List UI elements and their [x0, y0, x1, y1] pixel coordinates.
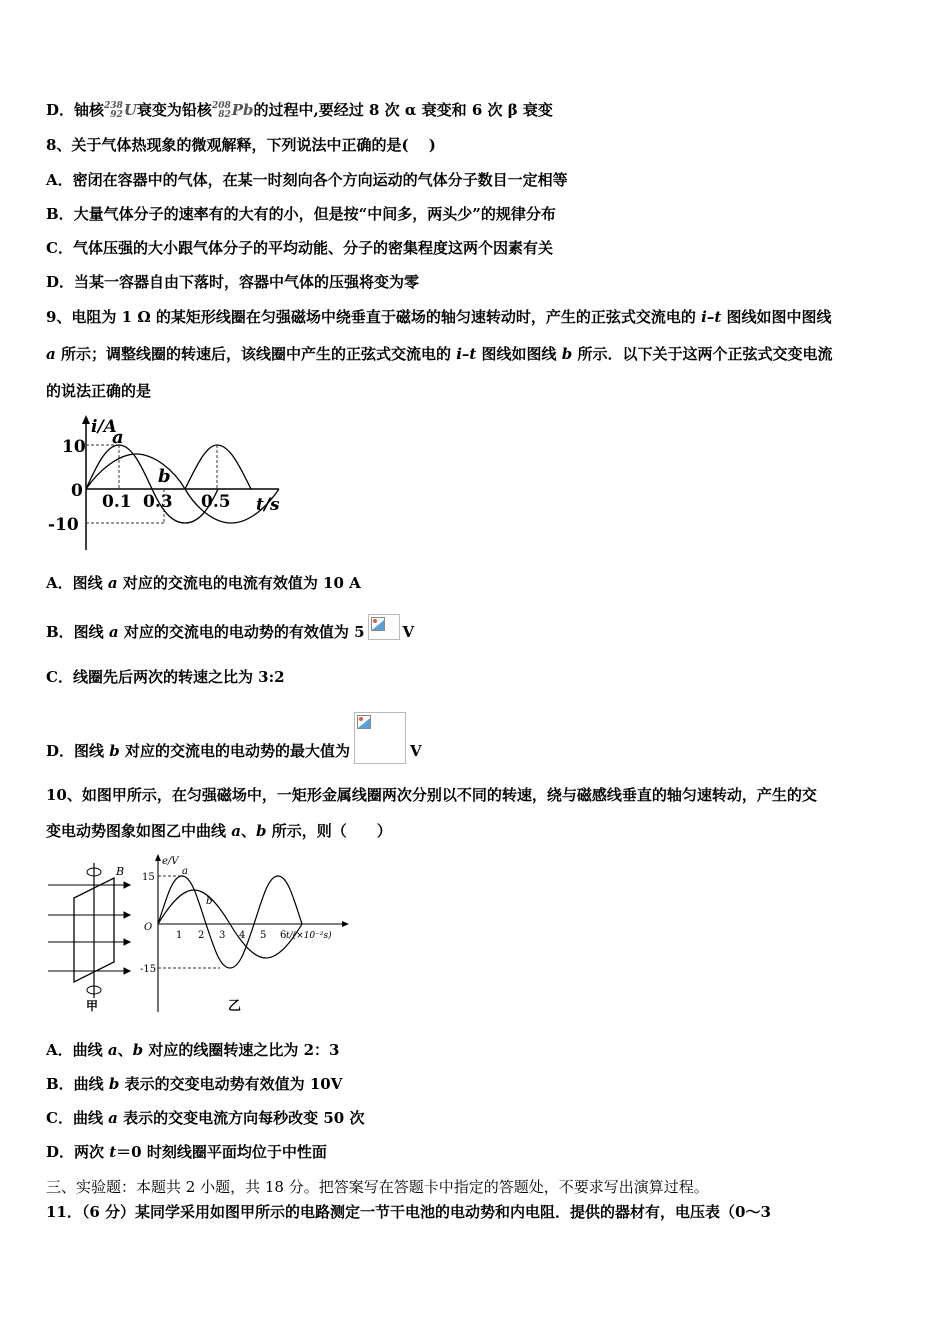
q8-option-d: D．当某一容器自由下落时，容器中气体的压强将变为零 — [46, 273, 420, 291]
curve-a-label: a — [112, 427, 124, 448]
figure-yi-label: 乙 — [228, 999, 242, 1014]
curve-b-label: b — [206, 896, 213, 907]
x-tick-4: 4 — [239, 930, 246, 941]
q8-option-b: B．大量气体分子的速率有的大有的小，但是按“中间多，两头少”的规律分布 — [46, 205, 556, 223]
curve-a — [158, 876, 302, 968]
y-axis-label: i/A — [91, 417, 117, 437]
broken-image-placeholder — [368, 614, 400, 640]
field-label: B — [116, 865, 125, 878]
x-tick-3: 3 — [219, 930, 226, 941]
y-tick-10: 10 — [62, 437, 86, 457]
u-mass: 238 — [104, 101, 123, 111]
q10-figure-yi — [140, 852, 360, 1024]
y-axis-label: e/V — [162, 856, 179, 867]
q10-stem-line2: 变电动势图象如图乙中曲线 a、b 所示，则（ ） — [46, 822, 392, 840]
q10-figure-jia — [46, 858, 146, 1016]
q9-it-graph — [44, 410, 294, 555]
x-tick-0.1: 0.1 — [102, 492, 132, 512]
u-symbol: U — [123, 101, 137, 119]
pb-number: 82 — [218, 110, 231, 120]
u-number: 92 — [110, 110, 123, 120]
broken-image-placeholder — [354, 712, 406, 764]
broken-image-icon — [357, 715, 371, 729]
x-tick-1: 1 — [176, 930, 183, 941]
broken-image-icon — [371, 617, 385, 631]
q8-option-c: C．气体压强的大小跟气体分子的平均动能、分子的密集程度这两个因素有关 — [46, 239, 553, 257]
q8-option-a: A．密闭在容器中的气体，在某一时刻向各个方向运动的气体分子数目一定相等 — [46, 171, 568, 189]
y-axis-arrow — [82, 415, 90, 424]
pb-mass: 208 — [211, 101, 231, 111]
q10-option-d: D．两次 t＝0 时刻线圈平面均位于中性面 — [46, 1143, 327, 1161]
x-tick-2: 2 — [198, 930, 205, 941]
x-tick-0.3: 0.3 — [143, 492, 173, 512]
q10-stem-line1: 10、如图甲所示，在匀强磁场中，一矩形金属线圈两次分别以不同的转速，绕与磁感线垂直的轴匀速转动，产生的交 — [46, 786, 817, 804]
curve-a-extra — [185, 445, 251, 489]
q9-option-d: D．图线 b 对应的交流电的电动势的最大值为 V — [46, 726, 422, 778]
x-tick-5: 5 — [260, 930, 267, 941]
pb-symbol: Pb — [231, 101, 254, 119]
y-tick-neg15: -15 — [140, 964, 157, 975]
x-tick-6: 6 — [280, 930, 287, 941]
q10-option-b: B．曲线 b 表示的交变电动势有效值为 10V — [46, 1075, 343, 1093]
curve-a-label: a — [182, 866, 188, 877]
q9-option-c: C．线圈先后两次的转速之比为 3:2 — [46, 668, 285, 686]
q7-option-d: D．铀核 238 92 U衰变为铅核 208 82 Pb的过程中,要经过 8 次 α 衰变和 6 次 β 衰变 — [46, 101, 553, 120]
y-tick-0: 0 — [71, 481, 83, 501]
y-tick-neg10: -10 — [48, 515, 79, 535]
q10-option-c: C．曲线 a 表示的交变电流方向每秒改变 50 次 — [46, 1109, 365, 1127]
section-3-heading: 三、实验题：本题共 2 小题，共 18 分。把答案写在答题卡中指定的答题处，不要求写出演算过程。 — [46, 1178, 709, 1196]
q9-option-a: A．图线 a 对应的交流电的电流有效值为 10 A — [46, 574, 361, 592]
q8-stem: 8、关于气体热现象的微观解释，下列说法中正确的是( ) — [46, 136, 436, 154]
curve-b-label: b — [158, 466, 171, 487]
q11-stem: 11．（6 分）某同学采用如图甲所示的电路测定一节干电池的电动势和内电阻．提供的器材有，电压表（0～3 — [46, 1203, 771, 1221]
y-tick-15: 15 — [142, 872, 155, 883]
q9-option-b: B．图线 a 对应的交流电的电动势的有效值为 5 V — [46, 620, 414, 646]
origin-label: O — [144, 922, 153, 933]
q9-stem-line2: a 所示；调整线圈的转速后，该线圈中产生的正弦式交流电的 i–t 图线如图线 b 所示．以下关于这两个正弦式交变电流 — [46, 345, 833, 363]
q9-stem-line3: 的说法正确的是 — [46, 382, 152, 400]
x-axis-unit: t/(×10⁻²s) — [286, 931, 332, 941]
figure-jia-label: 甲 — [86, 999, 99, 1013]
q9-stem-line1: 9、电阻为 1 Ω 的某矩形线圈在匀强磁场中绕垂直于磁场的轴匀速转动时，产生的正弦式交流电的 i–t 图线如图中图线 — [46, 308, 832, 326]
q10-option-a: A．曲线 a、b 对应的线圈转速之比为 2：3 — [46, 1041, 340, 1059]
x-tick-0.5: 0.5 — [201, 492, 231, 512]
x-axis-label: t/s — [256, 495, 280, 515]
